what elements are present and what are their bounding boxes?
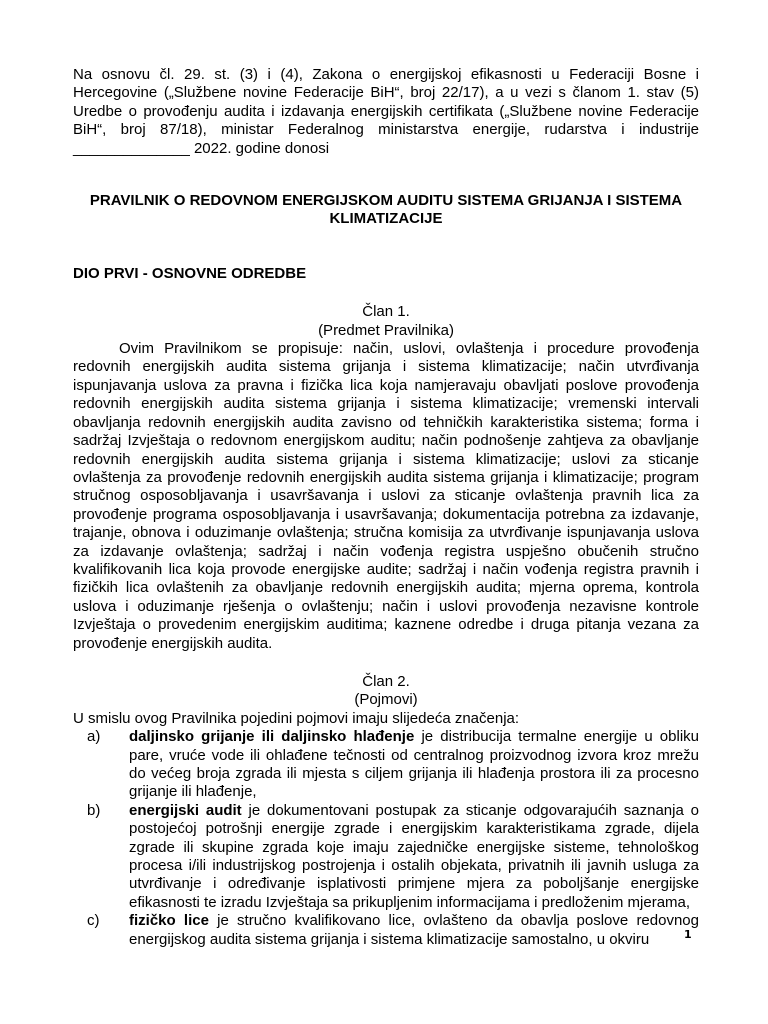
page-number: 1: [684, 928, 692, 941]
article-2-subheading: (Pojmovi): [354, 691, 418, 709]
definition-body: [129, 802, 699, 912]
definition-body: [129, 728, 699, 802]
article-1-subheading: (Predmet Pravilnika): [318, 321, 454, 339]
definition-letter: b): [87, 801, 101, 819]
definition-body: [129, 912, 699, 949]
definition-term: energijski audit: [129, 801, 242, 819]
definition-text: je stručno kvalifikovano lice, ovlašteno da obavlja poslove redovnog energijskog audita sistema grijanja i sistema klimatizacije samostalno, u okviru: [129, 912, 699, 948]
definition-letter: c): [87, 912, 100, 930]
definition-letter: a): [87, 728, 101, 746]
definition-item: [73, 802, 699, 912]
section-heading: DIO PRVI - OSNOVNE ODREDBE: [73, 264, 307, 282]
document-title: PRAVILNIK O REDOVNOM ENERGIJSKOM AUDITU SISTEMA GRIJANJA I SISTEMA KLIMATIZACIJE: [89, 192, 683, 228]
article-1-heading: Član 1.: [362, 303, 410, 321]
definition-list: [73, 728, 699, 949]
document-page: [73, 66, 699, 949]
preamble-paragraph: Na osnovu čl. 29. st. (3) i (4), Zakona o energijskoj efikasnosti u Federaciji Bosne i Hercegovine („Službene novine Federacije BiH“, broj 22/17), a u vezi s članom 1. stav (5) Uredbe o provođenju audita i izdavanja energijskih certifikata („Službene novine Federacije BiH“, broj 87/18), ministar Federalnog ministarstva energije, rudarstva i industrije ______________ 2022. godine donosi: [73, 66, 699, 157]
definition-text: je dokumentovani postupak za sticanje odgovarajućih saznanja o postojećoj potrošnji energije zgrade i energijskim karakteristikama zgrade, dijela zgrade ili skupine zgrada koje imaju zajedničke energijske sisteme, tehnološkog procesa i/ili industrijskog postrojenja i ostalih objekata, privatnih ili javnih usluga za utvrđivanje i određivanje isplativosti primjene mjera za poboljšanje energijske efikasnosti te izradu Izvještaja sa prikupljenim informacijama i predloženim mjerama,: [129, 801, 699, 911]
definition-item: [73, 912, 699, 949]
article-1-text: Ovim Pravilnikom se propisuje: način, uslovi, ovlaštenja i procedure provođenja redovnih energijskih audita sistema grijanja i sistema klimatizacije; način utvrđivanja ispunjavanja uslova za pravna i fizička lica koja namjeravaju obavljati poslove provođenja redovnih energijskih audita sistema grijanja i sistema klimatizacije; vremenski intervali obavljanja redovnih energijskih audita zavisno od tehničkih karakteristika sistema; forma i sadržaj Izvještaja o redovnom energijskom auditu; način podnošenje zahtjeva za obavljanje redovnih energijskih audita sistema grijanja i sistema klimatizacije; uslovi za sticanje ovlaštenja za provođenje redovnih energijskih audita sistema grijanja i klimatizacije; program stručnog osposobljavanja i usavršavanja i uslovi za sticanje ovlaštenja pravnih lica za provođenje programa osposobljavanja i usavršavanja; dokumentacija potrebna za izdavanje, trajanje, obnova i oduzimanje ovlaštenja; stručna komisija za utvrđivanje ispunjavanja uslova za izdavanje ovlaštenja; sadržaj i način vođenja registra uspješno obučenih stručno kvalifikovanih lica koja provode energijske audite; sadržaj i način vođenja registra pravnih i fizičkih lica ovlaštenih za obavljanje redovnih energijskih audita; mjerna oprema, kontrola uslova i oduzimanje rješenja o ovlaštenju; način i uslovi provođenja nezavisne kontrole Izvještaja o provedenim energijskim auditima; kaznene odredbe i druga pitanja vezana za provođenje energijskih audita.: [73, 340, 699, 652]
definition-term: daljinsko grijanje ili daljinsko hlađenje: [129, 728, 415, 746]
article-2-heading: Član 2.: [362, 672, 410, 690]
definition-item: [73, 728, 699, 802]
definition-term: fizičko lice: [129, 912, 209, 930]
article-2-intro: U smislu ovog Pravilnika pojedini pojmovi imaju slijedeća značenja:: [73, 709, 520, 727]
definition-text: je distribucija termalne energije u obliku pare, vruće vode ili ohlađene tečnosti od centralnog proizvodnog izvora kroz mrežu do većeg broja zgrada ili mjesta s ciljem grijanja ili hlađenja prostora ili za procesno grijanje ili hlađenje,: [129, 728, 700, 801]
